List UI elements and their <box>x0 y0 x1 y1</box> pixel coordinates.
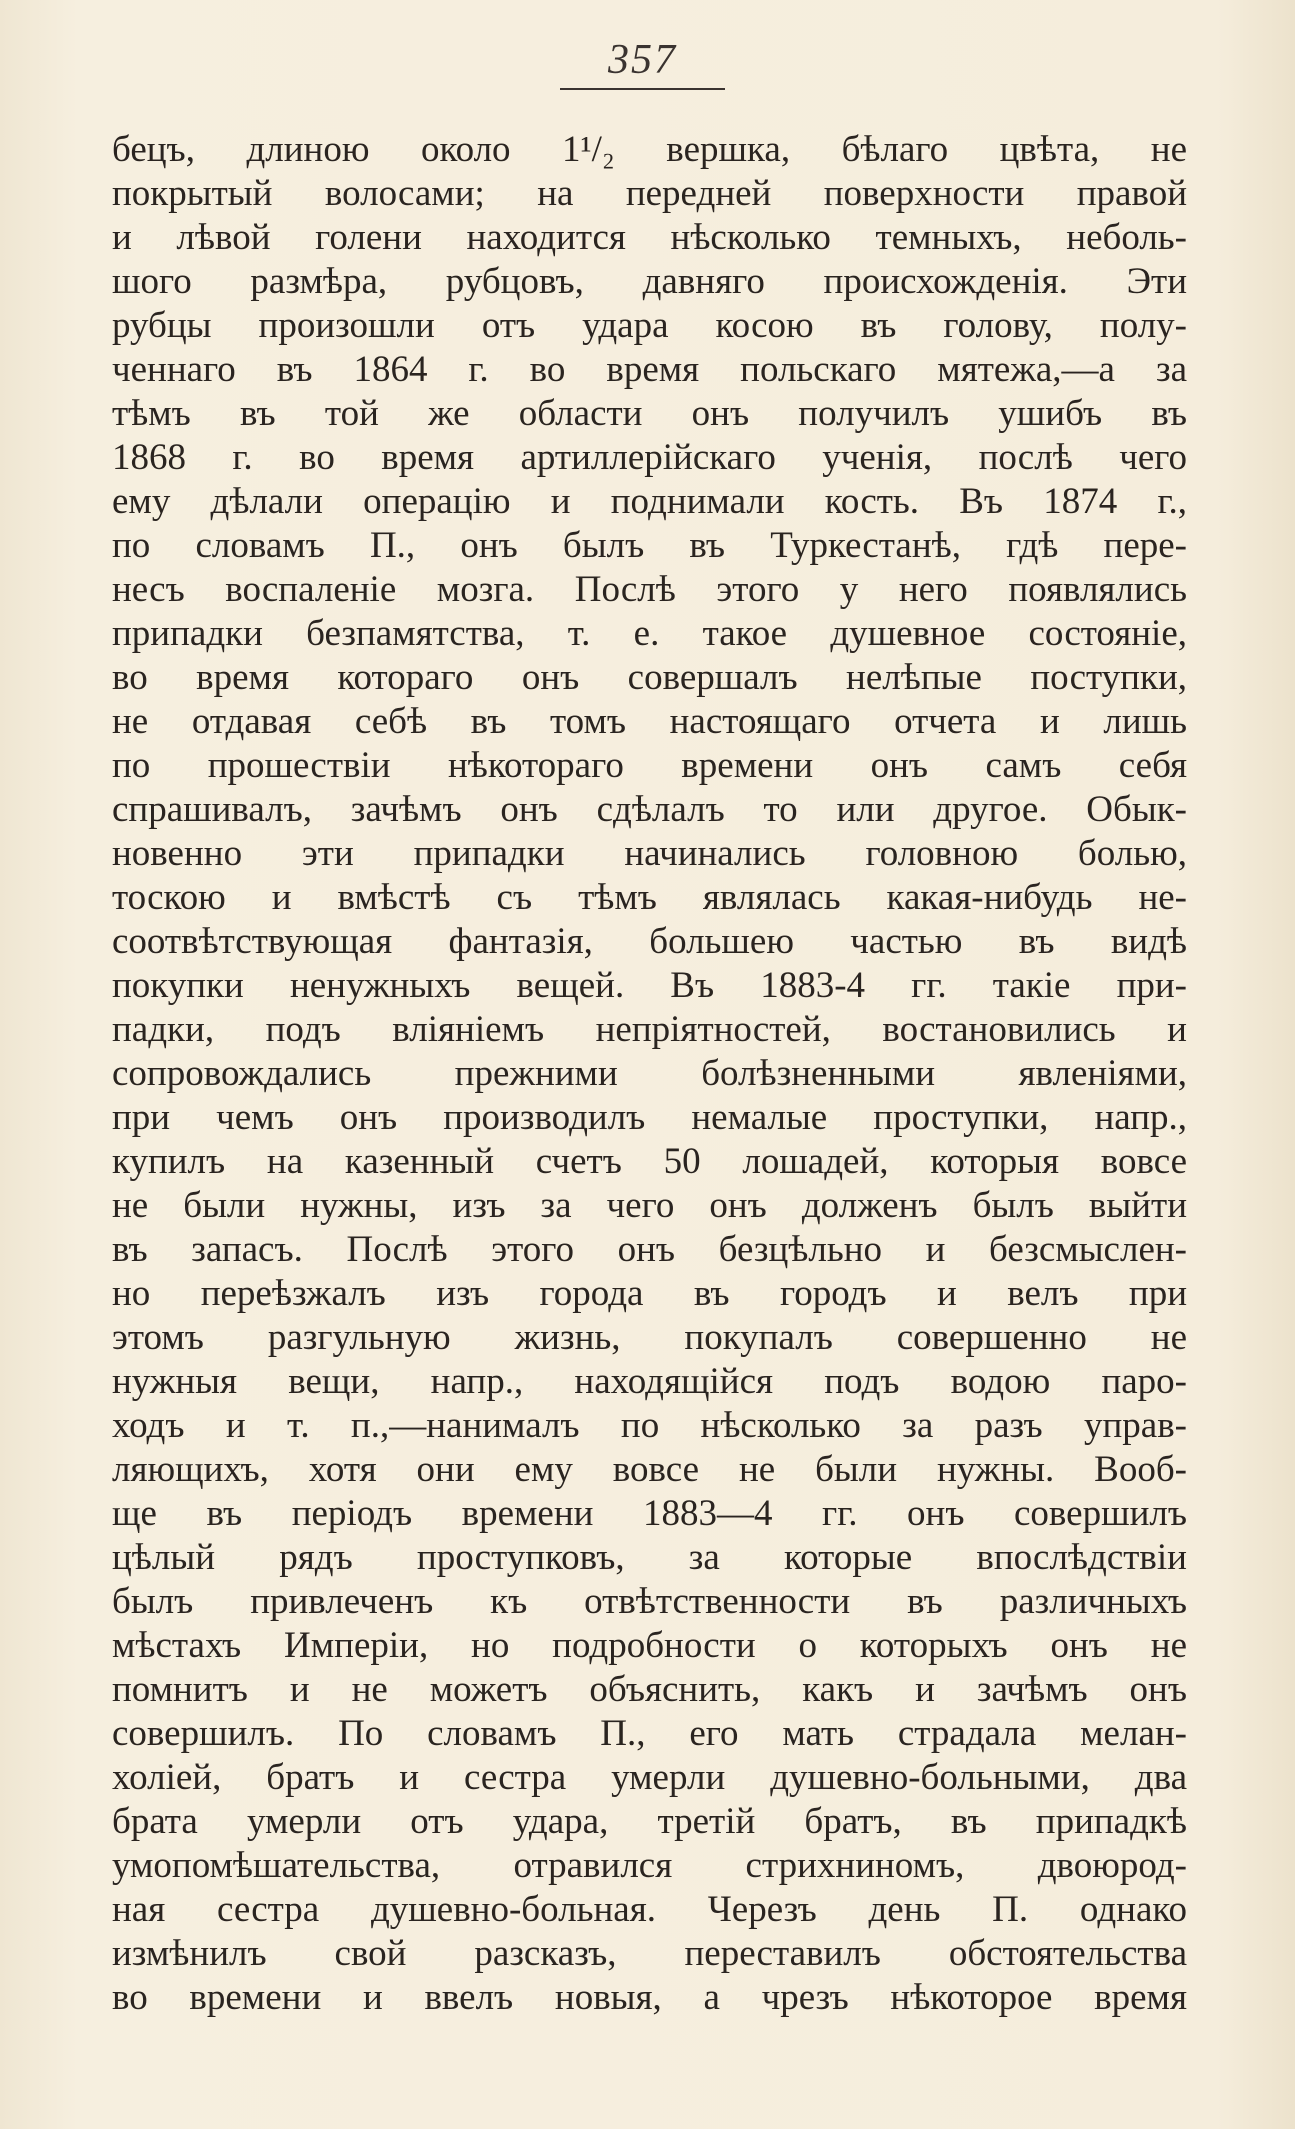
text-line: по прошествіи нѣкотораго времени онъ самъ себя <box>112 745 1187 786</box>
text-line: нужныя вещи, напр., находящійся подъ водою паро- <box>112 1361 1187 1402</box>
text-line: помнитъ и не можетъ объяснить, какъ и зачѣмъ онъ <box>112 1669 1187 1710</box>
text-line: соотвѣтствующая фантазія, большею частью въ видѣ <box>112 921 1187 962</box>
text-line: ченнаго въ 1864 г. во время польскаго мятежа,—а за <box>112 349 1187 390</box>
text-line: припадки безпамятства, т. е. такое душевное состояніе, <box>112 613 1187 654</box>
text-line: тѣмъ въ той же области онъ получилъ ушибъ въ <box>112 393 1187 434</box>
text-line: мѣстахъ Имперіи, но подробности о которыхъ онъ не <box>112 1625 1187 1666</box>
text-line: по словамъ П., онъ былъ въ Туркестанѣ, гдѣ пере- <box>112 525 1187 566</box>
text-line: этомъ разгульную жизнь, покупалъ совершенно не <box>112 1317 1187 1358</box>
text-line: ходъ и т. п.,—нанималъ по нѣсколько за разъ управ- <box>112 1405 1187 1446</box>
text-line: купилъ на казенный счетъ 50 лошадей, которыя вовсе <box>112 1141 1187 1182</box>
text-line: падки, подъ вліяніемъ непріятностей, востановились и <box>112 1009 1187 1050</box>
text-line: цѣлый рядъ проступковъ, за которые впослѣдствіи <box>112 1537 1187 1578</box>
text-line: ще въ періодъ времени 1883—4 гг. онъ совершилъ <box>112 1493 1187 1534</box>
text-line: во времени и ввелъ новыя, а чрезъ нѣкоторое время <box>112 1977 1187 2018</box>
text-line: въ запасъ. Послѣ этого онъ безцѣльно и безсмыслен- <box>112 1229 1187 1270</box>
text-line: при чемъ онъ производилъ немалые проступки, напр., <box>112 1097 1187 1138</box>
text-line: шого размѣра, рубцовъ, давняго происхожденія. Эти <box>112 261 1187 302</box>
text-line: сопровождались прежними болѣзненными явленіями, <box>112 1053 1187 1094</box>
text-line: умопомѣшательства, отравился стрихниномъ, двоюрод- <box>112 1845 1187 1886</box>
text-line: во время котораго онъ совершалъ нелѣпые поступки, <box>112 657 1187 698</box>
text-line: и лѣвой голени находится нѣсколько темныхъ, неболь- <box>112 217 1187 258</box>
text-line: ная сестра душевно-больная. Черезъ день П. однако <box>112 1889 1187 1930</box>
text-line: не отдавая себѣ въ томъ настоящаго отчета и лишь <box>112 701 1187 742</box>
text-line: ему дѣлали операцію и поднимали кость. Въ 1874 г., <box>112 481 1187 522</box>
text-line: совершилъ. По словамъ П., его мать страдала мелан- <box>112 1713 1187 1754</box>
text-line: покрытый волосами; на передней поверхности правой <box>112 173 1187 214</box>
text-line: измѣнилъ свой разсказъ, переставилъ обстоятельства <box>112 1933 1187 1974</box>
text-line: спрашивалъ, зачѣмъ онъ сдѣлалъ то или другое. Обык- <box>112 789 1187 830</box>
text-line: холіей, братъ и сестра умерли душевно-больными, два <box>112 1757 1187 1798</box>
text-line: бецъ, длиною около 1¹/₂ вершка, бѣлаго цвѣта, не <box>112 129 1187 170</box>
body-text <box>112 128 1187 2020</box>
text-line: не были нужны, изъ за чего онъ долженъ былъ выйти <box>112 1185 1187 1226</box>
text-line: 1868 г. во время артиллерійскаго ученія, послѣ чего <box>112 437 1187 478</box>
page-number: 357 <box>608 37 677 83</box>
text-line: былъ привлеченъ къ отвѣтственности въ различныхъ <box>112 1581 1187 1622</box>
text-line: новенно эти припадки начинались головною болью, <box>112 833 1187 874</box>
text-line: несъ воспаленіе мозга. Послѣ этого у него появлялись <box>112 569 1187 610</box>
text-line: тоскою и вмѣстѣ съ тѣмъ являлась какая-нибудь не- <box>112 877 1187 918</box>
text-line: покупки ненужныхъ вещей. Въ 1883-4 гг. такіе при- <box>112 965 1187 1006</box>
page-number-underline <box>560 88 725 90</box>
text-line: брата умерли отъ удара, третій братъ, въ припадкѣ <box>112 1801 1187 1842</box>
text-line: ляющихъ, хотя они ему вовсе не были нужны. Вооб- <box>112 1449 1187 1490</box>
text-line: но переѣзжалъ изъ города въ городъ и велъ при <box>112 1273 1187 1314</box>
text-line: рубцы произошли отъ удара косою въ голову, полу- <box>112 305 1187 346</box>
